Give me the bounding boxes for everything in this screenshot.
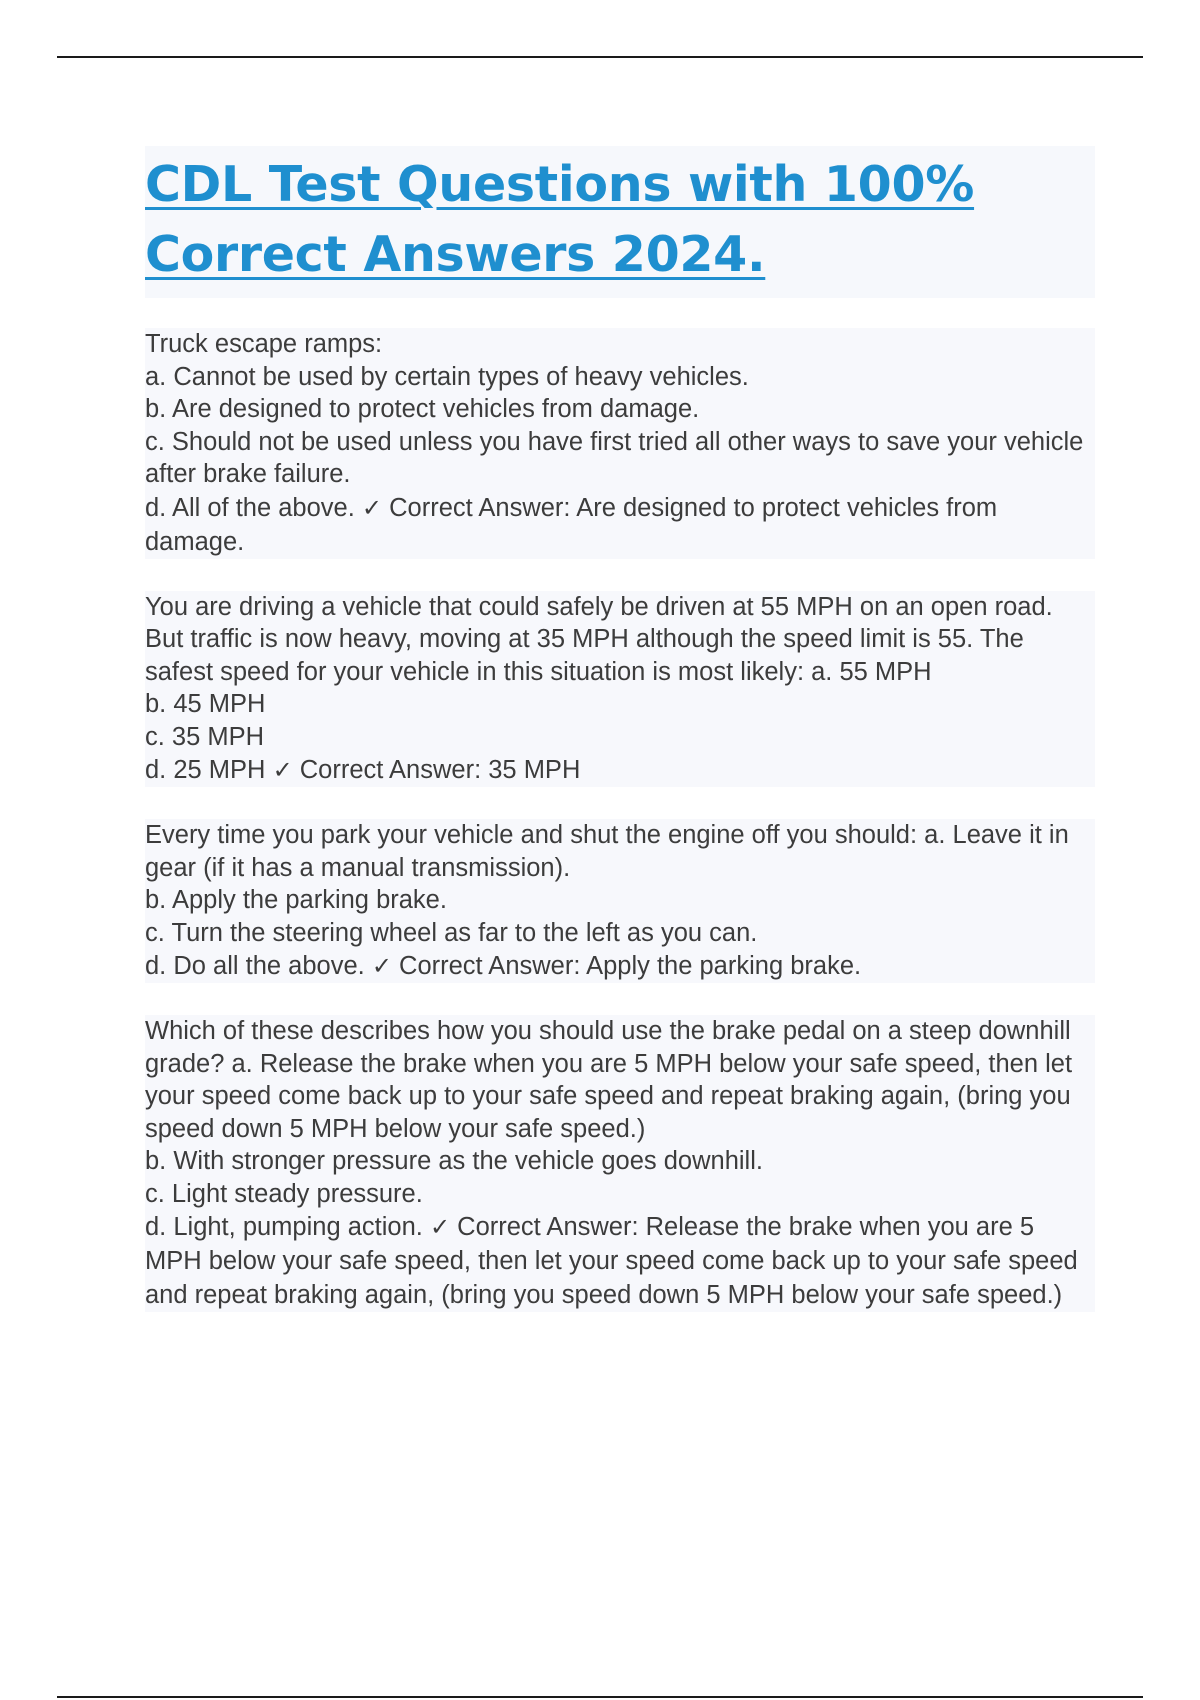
title-box (145, 146, 1095, 298)
last-option-with-answer (145, 1210, 1095, 1312)
header-rule (57, 56, 1143, 58)
answer-option: d. 25 MPH (145, 756, 266, 784)
question-text: You are driving a vehicle that could safely be driven at 55 MPH on an open road. But traffic is now heavy, moving at 35 MPH although the speed limit is 55. The safest speed for your vehicle in this situation is most likely: a. 55 MPH (145, 591, 1095, 689)
answer-option: c. Should not be used unless you have first tried all other ways to save your vehicle after brake failure. (145, 426, 1095, 491)
checkmark-icon: ✓ (429, 1213, 451, 1241)
last-option-with-answer (145, 949, 1095, 983)
answer-option: b. 45 MPH (145, 688, 1095, 721)
last-option-with-answer (145, 491, 1095, 559)
answer-option: c. Turn the steering wheel as far to the left as you can. (145, 917, 1095, 950)
correct-answer: Correct Answer: Are designed to protect vehicles from damage. (145, 493, 998, 556)
question-text: Which of these describes how you should use the brake pedal on a steep downhill grade? a. Release the brake when you are 5 MPH below your safe speed, then let your speed come back up to your safe speed and repeat braking again, (bring you speed down 5 MPH below your safe speed.) (145, 1015, 1095, 1145)
checkmark-icon: ✓ (272, 756, 293, 784)
correct-answer: Correct Answer: 35 MPH (299, 756, 581, 784)
answer-option: d. Do all the above. (145, 952, 365, 980)
correct-answer: Correct Answer: Release the brake when you are 5 MPH below your safe speed, then let your speed come back up to your safe speed and repeat braking again, (bring you speed down 5 MPH below your safe speed.) (145, 1213, 1078, 1309)
question-block (145, 328, 1095, 559)
answer-option: b. With stronger pressure as the vehicle goes downhill. (145, 1145, 1095, 1178)
document-title[interactable]: CDL Test Questions with 100% Correct Answers 2024. (145, 156, 975, 283)
question-text: Truck escape ramps: (145, 328, 1095, 361)
checkmark-icon: ✓ (361, 493, 383, 522)
question-text: Every time you park your vehicle and shut the engine off you should: a. Leave it in gear (if it has a manual transmission). (145, 819, 1095, 884)
answer-option: c. 35 MPH (145, 721, 1095, 754)
answer-option: b. Are designed to protect vehicles from damage. (145, 393, 1095, 426)
question-block (145, 819, 1095, 983)
answer-option: a. Cannot be used by certain types of heavy vehicles. (145, 361, 1095, 394)
checkmark-icon: ✓ (371, 952, 392, 980)
answer-option: d. All of the above. (145, 493, 355, 522)
last-option-with-answer (145, 753, 1095, 787)
answer-option: c. Light steady pressure. (145, 1178, 1095, 1211)
document-body (145, 146, 1095, 1344)
question-list (145, 328, 1095, 1312)
answer-option: b. Apply the parking brake. (145, 884, 1095, 917)
question-block (145, 1015, 1095, 1312)
question-block (145, 591, 1095, 788)
answer-option: d. Light, pumping action. (145, 1213, 423, 1241)
footer-rule (57, 1696, 1143, 1698)
correct-answer: Correct Answer: Apply the parking brake. (399, 952, 862, 980)
